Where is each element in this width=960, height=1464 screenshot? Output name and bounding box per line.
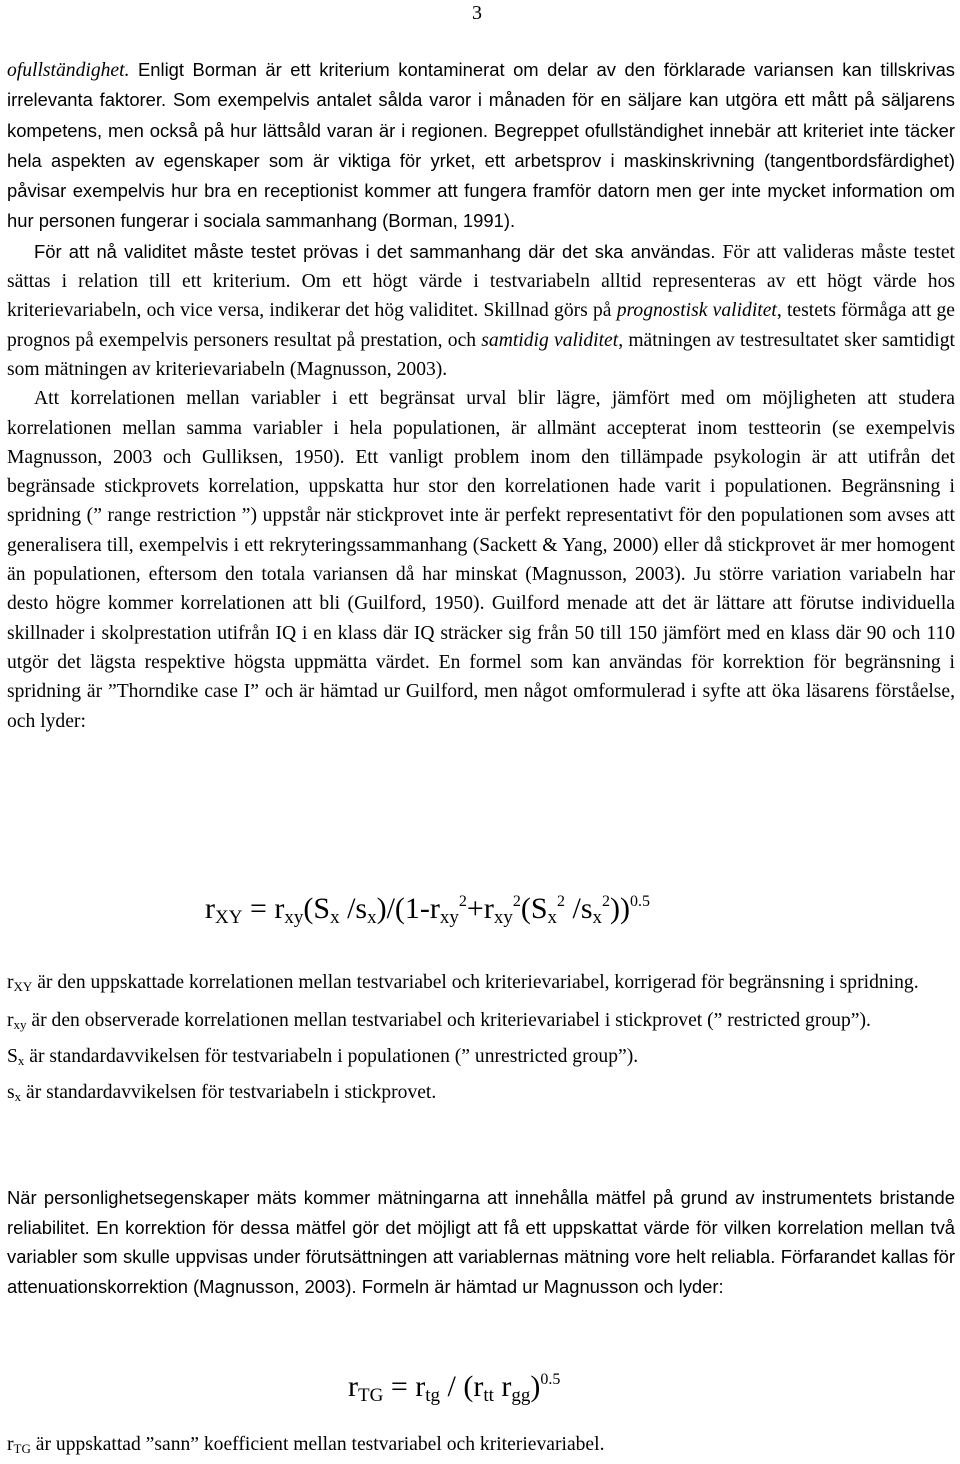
formula-superscript: 2 <box>458 893 467 910</box>
definitions-block-1 <box>7 968 955 1112</box>
formula-operator: / <box>565 892 581 925</box>
definition-subscript: x <box>17 1053 25 1068</box>
paragraph-1-part-c: Begreppet ofullständighet innebär att kriteriet inte täcker hela aspekten av egenskaper som är viktiga för yrket, ett arbetsprov i maskinskrivning (tangentbordsfärdighet) påvisar exempelvis hur bra en receptionist kommer att fungera framför datorn men ger inte mycket information om hur personen fungerar i sociala sammanhang (Borman, 1991). <box>7 119 956 232</box>
definition-rxy-upper <box>7 968 955 1002</box>
formula-paren: )) <box>610 892 631 925</box>
paragraph-2-part-c: , testets förmåga att ge prognos på exempelvis personers resultat på prestation, och <box>7 300 955 351</box>
formula-symbol: r <box>205 892 215 925</box>
body-text-block-2 <box>7 1183 955 1301</box>
formula-subscript: x <box>367 907 377 928</box>
formula-subscript: x <box>547 907 558 928</box>
definition-subscript: xy <box>13 1017 27 1032</box>
formula-symbol: r <box>483 892 494 925</box>
formula-symbol: r <box>274 892 285 925</box>
formula-exponent: 0.5 <box>540 1371 561 1388</box>
definition-subscript: XY <box>13 979 33 994</box>
formula-superscript: 2 <box>557 893 566 910</box>
formula-subscript: x <box>592 907 603 928</box>
definition-sx-lower <box>7 1078 955 1112</box>
formula-subscript: gg <box>511 1385 531 1406</box>
formula-subscript: xy <box>284 907 304 928</box>
definition-text: är standardavvikelsen för testvariabeln i stickprovet. <box>21 1082 437 1103</box>
definition-subscript: TG <box>13 1441 31 1456</box>
formula-symbol: s <box>355 892 368 925</box>
formula-thorndike <box>205 892 650 929</box>
definition-symbol: r <box>7 1434 14 1455</box>
formula-operator: / <box>339 892 356 925</box>
italic-term-samtidig: samtidig validitet <box>481 329 619 351</box>
formula-symbol: r <box>415 1370 426 1403</box>
formula-superscript: 2 <box>602 893 611 910</box>
formula-paren: ( <box>303 892 314 925</box>
paragraph-1-part-b: Enligt Borman är ett kriterium kontaminerat om delar av den förklarade variansen kan tillskrivas irrelevanta faktorer. Som exempelvis antalet sålda varor i månaden för en säljare kan utgöra ett mått på säljarens kompetens, men också på hur lättsåld varan är i regionen. <box>7 59 955 141</box>
definition-text: är den observerade korrelationen mellan testvariabel och kriterievariabel i stickprovet (” restricted group”). <box>26 1010 871 1031</box>
paragraph-2-part-d: , mätningen av testresultatet sker samtidigt som mätningen av kriterievariabeln (Magnusson, 2003). <box>7 329 955 380</box>
definitions-block-2 <box>7 1430 955 1464</box>
italic-term-prognostisk: prognostisk validitet <box>616 300 777 322</box>
definition-sx-upper <box>7 1042 955 1076</box>
definition-symbol: S <box>7 1046 18 1067</box>
definition-rtg <box>7 1430 955 1464</box>
formula-subscript: TG <box>358 1385 384 1406</box>
paragraph-1 <box>7 55 955 237</box>
formula-symbol: r <box>429 892 440 925</box>
paragraph-2 <box>7 237 955 384</box>
definition-subscript: x <box>14 1089 22 1104</box>
definition-rxy-lower <box>7 1006 955 1040</box>
formula-paren: ( <box>520 892 531 925</box>
definition-text: är uppskattad ”sann” koefficient mellan testvariabel och kriterievariabel. <box>30 1434 605 1455</box>
formula-subscript: tg <box>425 1385 441 1406</box>
formula-subscript: xy <box>439 907 459 928</box>
body-text-block-1 <box>7 55 955 736</box>
italic-term: ofullständighet. <box>7 60 130 81</box>
paragraph-4: När personlighetsegenskaper mäts kommer mätningarna att innehålla mätfel på grund av instrumentets bristande reliabilitet. En korrektion för dessa mätfel gör det möjligt att få ett uppskattat värde för vilken korrelation mellan två variabler som skulle uppvisas under förutsättningen att variablernas mätning vore helt reliabla. Förfarandet kallas för attenuationskorrektion (Magnusson, 2003). Formeln är hämtad ur Magnusson och lyder: <box>7 1187 955 1297</box>
paragraph-3: Att korrelationen mellan variabler i ett begränsat urval blir lägre, jämfört med om möjligheten att studera korrelationen mellan samma variabler i hela populationen, är allmänt accepterat inom testteorin (se exempelvis Magnusson, 2003 och Gulliksen, 1950). Ett vanligt problem inom den tillämpade psykologin är att utifrån det begränsade stickprovets korrelation, uppskatta hur stor den korrelationen hade varit i populationen. Begränsning i spridning (” range restriction ”) uppstår när stickprovet inte är perfekt representativt för den populationen som avses att generalisera till, exempelvis i ett rekryteringssammanhang (Sackett & Yang, 2000) eller då stickprovet är mer homogent än populationen, eftersom den totala variansen då har minskat (Magnusson, 2003). Ju större variation variabeln har desto högre kommer korrelationen att bli (Guilford, 1950). Guilford menade att det är lättare att förutse individuella skillnader i skolprestation utifrån IQ i en klass där IQ sträcker sig från 50 till 150 jämfört med en klass där 90 och 110 utgör det lägsta respektive högsta uppmätta värdet. En formel som kan användas för korrektion för begränsning i spridning är ”Thorndike case I” och är hämtad ur Guilford, men något omformulerad i syfte att öka läsarens förståelse, och lyder: <box>7 388 955 732</box>
formula-operator: + <box>466 892 484 925</box>
formula-symbol: S <box>313 892 331 925</box>
paragraph-2-part-b: För att valideras måste testet sättas i relation till ett kriterium. Om ett högt värde i testvariabeln alltid representeras av ett högt värde hos kriterievariabeln, och vice versa, indikerar det hög validitet. Skillnad görs på <box>7 241 955 322</box>
formula-subscript: xy <box>493 907 513 928</box>
formula-operator: / ( <box>440 1370 474 1403</box>
formula-subscript: tt <box>483 1385 494 1406</box>
formula-symbol: r <box>501 1370 512 1403</box>
formula-symbol: r <box>348 1370 358 1403</box>
definition-text: är den uppskattade korrelationen mellan testvariabel och kriterievariabel, korrigerad för begränsning i spridning. <box>32 972 919 993</box>
formula-symbol: S <box>530 892 548 925</box>
definition-text: är standardavvikelsen för testvariabeln i populationen (” unrestricted group”). <box>24 1046 639 1067</box>
formula-symbol: s <box>580 892 593 925</box>
formula-superscript: 2 <box>512 893 521 910</box>
formula-operator: = <box>383 1370 416 1403</box>
definition-symbol: r <box>7 1010 14 1031</box>
formula-exponent: 0.5 <box>630 893 651 910</box>
definition-symbol: s <box>7 1082 15 1103</box>
formula-attenuation <box>348 1370 560 1407</box>
formula-subscript: XY <box>215 907 243 928</box>
formula-operator: = <box>242 892 275 925</box>
formula-symbol: r <box>473 1370 484 1403</box>
formula-paren: ) <box>530 1370 541 1403</box>
formula-subscript: x <box>330 907 340 928</box>
definition-symbol: r <box>7 972 14 993</box>
formula-operator: )/(1- <box>376 892 430 925</box>
page-number: 3 <box>472 2 482 24</box>
paragraph-2-part-a: För att nå validitet måste testet prövas i det sammanhang där det ska användas. <box>34 240 716 262</box>
